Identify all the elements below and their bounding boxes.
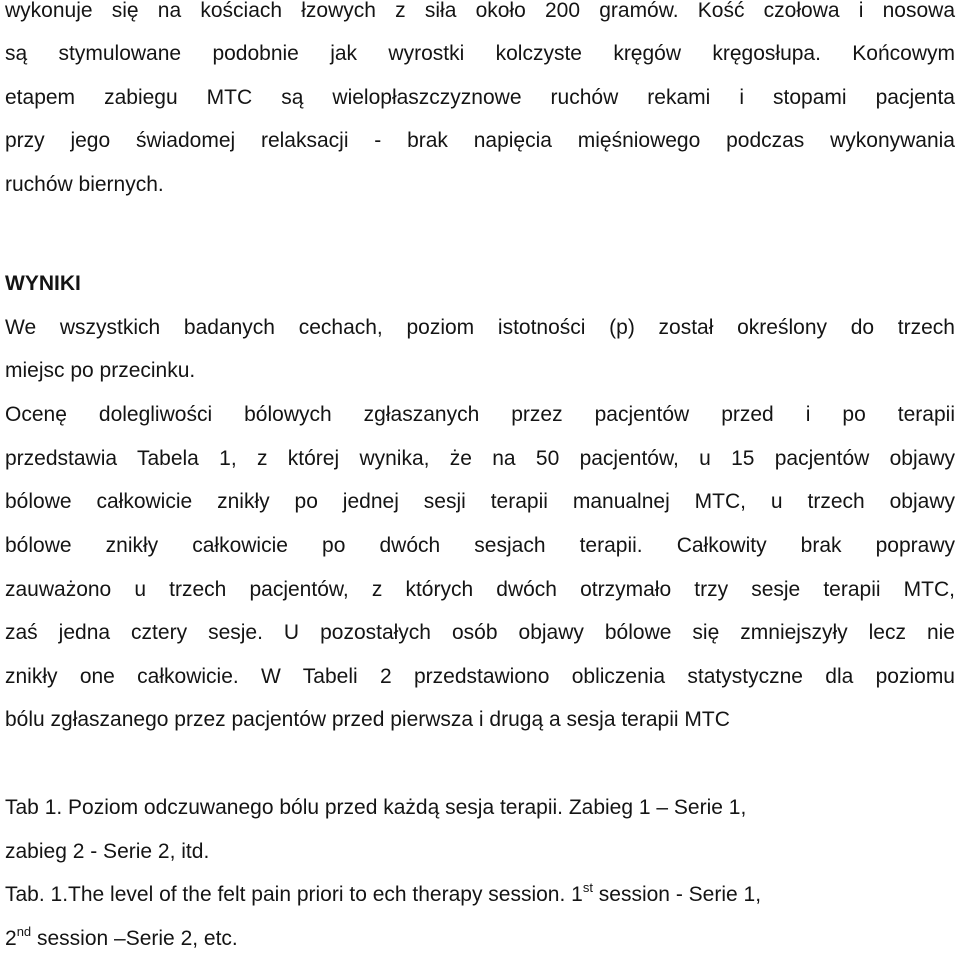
text-line: wykonuje się na kościach łzowych z siła około 200 gramów. Kość czołowa i nosowa — [5, 0, 955, 22]
caption-line: zabieg 2 - Serie 2, itd. — [5, 840, 210, 863]
text-line: przedstawia Tabela 1, z której wynika, że na 50 pacjentów, u 15 pacjentów objawy — [5, 447, 955, 470]
text-line: zaś jedna cztery sesje. U pozostałych osób objawy bólowe się zmniejszyły lecz nie — [5, 621, 955, 644]
caption-line — [5, 882, 955, 908]
text-line: zauważono u trzech pacjentów, z których dwóch otrzymało trzy sesje terapii MTC, — [5, 578, 955, 601]
caption-text: 2 — [5, 927, 17, 950]
caption-line — [5, 926, 955, 952]
ordinal-suffix: st — [582, 880, 593, 895]
section-heading: WYNIKI — [5, 272, 81, 295]
text-line: We wszystkich badanych cechach, poziom istotności (p) został określony do trzech — [5, 316, 955, 339]
text-line: Ocenę dolegliwości bólowych zgłaszanych przez pacjentów przed i po terapii — [5, 403, 955, 426]
caption-text: Tab. 1.The level of the felt pain priori to ech therapy session. 1 — [5, 883, 583, 906]
caption-text: session –Serie 2, etc. — [31, 927, 238, 950]
text-line: przy jego świadomej relaksacji - brak napięcia mięśniowego podczas wykonywania — [5, 129, 955, 152]
ordinal-suffix: nd — [16, 924, 32, 939]
text-line: etapem zabiegu MTC są wielopłaszczyznowe ruchów rekami i stopami pacjenta — [5, 86, 955, 109]
text-line: są stymulowane podobnie jak wyrostki kolczyste kręgów kręgosłupa. Końcowym — [5, 42, 955, 65]
text-line: bólu zgłaszanego przez pacjentów przed pierwsza i drugą a sesja terapii MTC — [5, 708, 730, 731]
text-line: miejsc po przecinku. — [5, 359, 196, 382]
text-line: bólowe całkowicie znikły po jednej sesji terapii manualnej MTC, u trzech objawy — [5, 490, 955, 513]
text-line: znikły one całkowicie. W Tabeli 2 przedstawiono obliczenia statystyczne dla poziomu — [5, 665, 955, 688]
caption-text: session - Serie 1, — [592, 883, 762, 906]
text-line: bólowe znikły całkowicie po dwóch sesjach terapii. Całkowity brak poprawy — [5, 534, 955, 557]
text-line: ruchów biernych. — [5, 173, 164, 196]
caption-line: Tab 1. Poziom odczuwanego bólu przed każdą sesja terapii. Zabieg 1 – Serie 1, — [5, 796, 747, 819]
